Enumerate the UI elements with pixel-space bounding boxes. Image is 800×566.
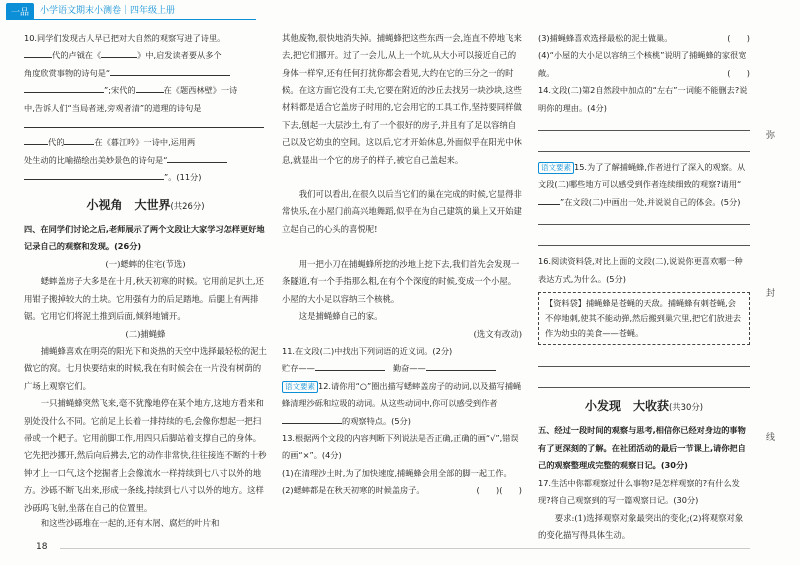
question-16: 16.阅读资料袋,对比上面的文段(二),说说你更喜欢哪一种表达方式,为什么。(5分) [538,256,743,284]
source-note: (选文有改动) [473,328,522,339]
passage-1-title: (一)蟋蟀的住宅(节选) [105,258,186,269]
answer-line[interactable] [538,353,750,367]
question-13: 13.根据两个文段的内容判断下列说法是否正确,正确的画“√”,错误的画“×”。(4分) [282,433,519,461]
q13-item-3: (3)捕蝇蜂喜欢选择最松的泥土做巢。 ( ) [538,30,750,47]
seal-label-1: 弥 [766,131,776,141]
q10-blank[interactable] [24,169,164,180]
question-12: 语文要素 12.请你用“○”圈出描写蟋蟀盖房子的动词,以及描写捕蝇蜂清理沙砾和垃圾的动词。从这些动词中,你可以感受到作者的观察特点。(5分) [282,380,522,426]
q10-line-3: ”;宋代的 在《题西林壁》一诗 [24,82,267,99]
q10-line-8: ”。(11分) [24,169,267,186]
passage-2-para-7: 这是捕蝇蜂自己的家。 [298,311,383,322]
q10-line-5 [24,117,267,134]
passage-2-para-1: 捕蝇蜂喜欢在明亮的阳光下和炎热的天空中选择最轻松的泥土做它的窝。七月快要结束的时候,我在有时候会在一片没有树荫的广场上观察它们。 [24,345,267,391]
q10-line-2: 角度欣赏事物的诗句是“ [24,65,267,82]
header-badge: 一品 [6,3,34,20]
q13-4-answer[interactable]: ( ) [727,67,750,78]
header-title: 小学语文期末小测卷｜四年级上册 [40,6,176,16]
seal-label-2: 封 [766,289,776,299]
q15-mark [538,194,560,205]
q11-blank-2[interactable] [426,360,496,371]
seal-label-3: 线 [766,433,776,443]
column-right [538,30,750,544]
question-17: 17.生活中你都观察过什么事物?是怎样观察的?有什么发现?将自己观察到的写一篇观察日记。(30分) [538,477,740,506]
question-11: 11.在文段(二)中找出下列词语的近义词。(2分) [282,346,453,357]
q12-tag: 语文要素 [282,381,318,393]
q13-3-answer[interactable]: ( ) [727,33,750,43]
passage-2-para-3-cont: 其他废物,很快地消失掉。捕蝇蜂把这些东西一会,连直不停地飞来去,把它们挪开。过了一会儿,从上一个坑,从大小可以接近自己的身体一样窄,还有任何打扰你都会看见,大约在它的三分之一的时候。 [282,33,522,96]
q10-blank[interactable] [136,82,164,93]
section-title-small-discovery: 小发现 大收获(共30分) [585,399,703,414]
q10-blank[interactable] [64,134,94,145]
footer-rule [60,548,750,549]
q17-requirements: 要求:(1)选择观察对象最突出的变化;(2)将观察对象的变化描写得具体生动。 [538,512,744,540]
q12-blank[interactable] [282,413,342,424]
answer-line[interactable] [538,211,750,225]
q10-blank[interactable] [24,134,48,145]
passage-2-para-5: 我们可以看出,在很久以后当它们的巢在完成的时候,它显得非常快乐,在小屋门前高兴地舞蹈,似乎在为自己建筑的巢上又开始建立起自己的心头的喜悦呢! [282,189,522,234]
q10-line-4: 中,告诉人们“当局者迷,旁观者清”的道理的诗句是 [24,102,202,113]
section-title-small-view: 小视角 大世界(共26分) [86,197,205,212]
q10-blank[interactable] [167,152,227,163]
passage-2-para-3: 和这些沙砾堆在一起的,还有木屑、腐烂的叶片和 [40,518,220,529]
column-middle [282,30,522,500]
answer-line[interactable] [538,232,750,246]
question-14: 14.文段(二)第2自然段中加点的“左右”一词能不能删去?说明你的理由。(4分) [538,85,748,113]
header-rule [6,19,256,20]
q15-tag: 语文要素 [538,162,574,174]
q10-line-1: 代的卢钺在《 》中,启发读者要从多个 [24,47,267,64]
q10-blank[interactable] [24,117,264,128]
q13-item-1: (1)在清理沙土时,为了加快速度,捕蝇蜂会用全部的脚一起工作。 ( ) [282,465,522,482]
resource-box: 【资料袋】捕蝇蜂是苍蝇的天敌。捕蝇蜂有刺苍蝇,会不停地刺,使其不能动弹,然后搬到巢穴里,把它们放进去作为幼虫的美食——苍蝇。 [538,292,750,345]
passage-1-text: 蟋蟀盖房子大多是在十月,秋天初寒的时候。它用前足扒土,还用钳子搬掉较大的土块。它用强有力的后足踏地。后腿上有两排锯。它用它们将泥土推到后面,倾斜地铺开。 [24,276,264,322]
q10-line-7: 处生动的比喻描绘出美妙景色的诗句是“ [24,152,267,169]
passage-2-title: (二)捕蝇蜂 [125,328,166,339]
q11-blank-1[interactable] [315,360,385,371]
q10-blank[interactable] [24,82,104,93]
q11-answers: 贮存—— 勤奋—— [282,360,522,377]
passage-2-para-6: 用一把小刀在捕蝇蜂所挖的沙地上挖下去,我们首先会发现一条隧道,有一个手指那么粗,在有个个深度的时候,变成一个小屋。小屋的大小足以容纳三个核桃。 [282,259,520,304]
q13-2-answer[interactable]: ( ) [476,485,500,496]
answer-line[interactable] [538,117,750,131]
column-left [24,30,267,533]
passage-2-para-2: 一只捕蝇蜂突然飞来,毫不犹豫地停在某个地方,这地方看来和别处没什么不同。它前足上长着一排持续的毛,会像你想起一把扫帚或一个耙子。它用前脚工作,用四只后脚站着支撑自己的身体。它先把沙挪开,然后向后拂去,它的动作非常快,往往接连不断约十秒钟才上一口气,这个挖掘者上会像流水一样持续到七八寸以外的地方。沙砾不断飞出来,形成一条线,持续到七八寸以外的地方。这样沙砾呜飞射,坐落在自己的位置里。 [24,398,267,513]
page-header [0,0,800,22]
q13-item-2: (2)蟋蟀都是在秋天初寒的时候盖房子。 ( ) [282,482,522,499]
q13-item-4: (4)“小屋的大小足以容纳三个核桃”说明了捕蝇蜂的家很宽敞。 ( ) [538,47,750,82]
q10-blank[interactable] [110,65,230,76]
answer-line[interactable] [538,374,750,388]
passage-2-para-4: 在这方面它没有工夫,它要在附近的沙丘去找另一块沙块,这些材料都是适合它盖房子时用的,它会用它的工具工作,坚持要同样做下去,刨起一大层沙土,有了一个很好的房子,并且有了足以容纳自己以及它幼虫的空间。这以后,它才开始休息,外面似乎在阳光中休息,就显出一个它的房子的样子,被它自己盖起来。 [282,85,522,165]
q13-1-answer[interactable]: ( ) [499,485,522,496]
question-15: 语文要素 15.为了了解捕蝇蜂,作者进行了深入的观察。从文段(二)哪些地方可以感受到作者连续细致的观察?请用“”在文段(二)中画出一处,并说说自己的体会。(5分) [538,162,746,207]
q10-line-6: 代的 在《暮江吟》一诗中,运用两 [24,134,267,151]
answer-line[interactable] [538,138,750,152]
q10-blank[interactable] [101,47,137,58]
section-4-intro: 四、在同学们讨论之后,老师展示了两个文段让大家学习怎样更好地记录自己的观察和发现。(26分) [24,224,265,252]
page-number: 18 [36,542,48,552]
section-5-intro: 五、经过一段时间的观察与思考,相信你已经对身边的事物有了更深刻的了解。在社团活动的最后一节课上,请你把自己的观察整理成完整的观察日记。(30分) [538,425,746,471]
q10-blank[interactable] [24,47,52,58]
question-10: 10.同学们发现古人早已把对大自然的观察写进了诗里。 [24,33,226,43]
